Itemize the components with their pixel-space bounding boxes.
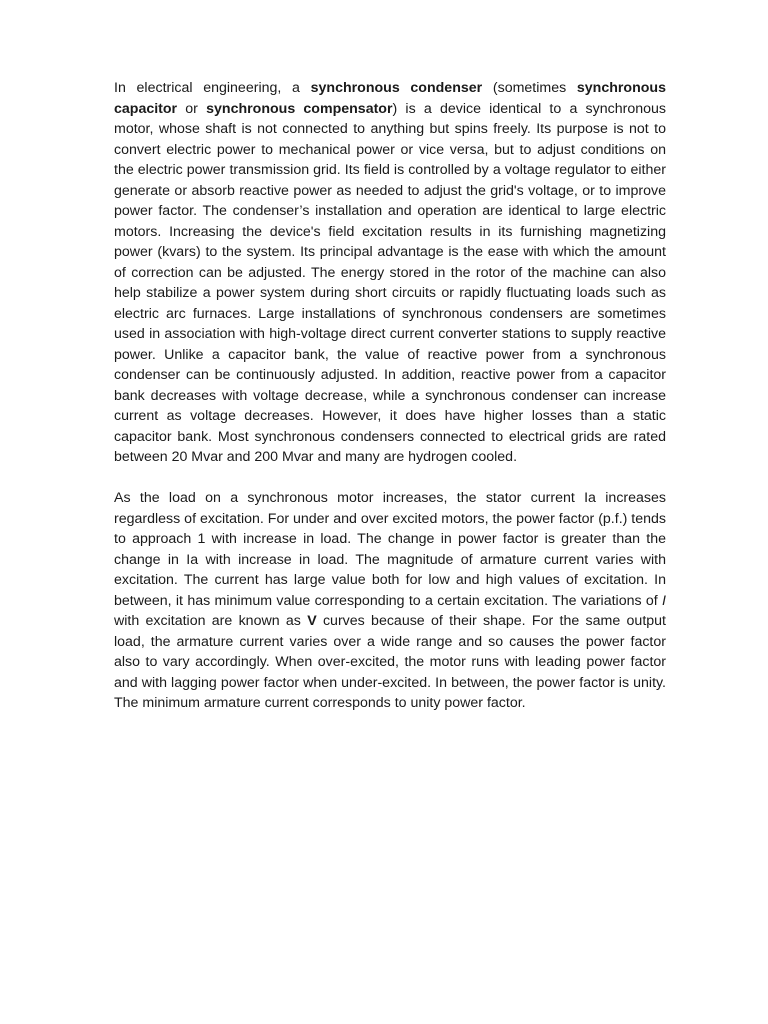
bold-term: synchronous condenser — [310, 80, 483, 96]
text-run: (sometimes — [482, 80, 577, 96]
text-run: curves because of their shape. For the same output load, the armature current varies over a wide range and so causes the power factor also to vary accordingly. When over-excited, the motor runs with leading power factor and with lagging power factor when under-excited. In between, the power factor is unity. The minimum armature current corresponds to unity power factor. — [114, 613, 666, 711]
bold-term: synchronous capacitor — [114, 80, 666, 117]
text-run: In electrical engineering, a — [114, 80, 311, 96]
document-page — [114, 78, 666, 714]
paragraph-synchronous-condenser — [114, 78, 666, 468]
italic-symbol: I — [662, 592, 666, 609]
text-run: with excitation are known as — [114, 613, 308, 629]
text-run: As the load on a synchronous motor increases, the stator current Ia increases regardless of excitation. For under and over excited motors, the power factor (p.f.) tends to approach 1 with increase in load. The change in power factor is greater than the change in Ia with increase in load. The magnitude of armature current varies with excitation. The current has large value both for low and high values of excitation. In between, it has minimum value corresponding to a certain excitation. The variations of — [114, 490, 667, 609]
text-run: ) is a device identical to a synchronous motor, whose shaft is not connected to anything but spins freely. Its purpose is not to convert electric power to mechanical power or vice versa, but to adjust conditions on the electric power transmission grid. Its field is controlled by a voltage regulator to either generate or absorb reactive power as needed to adjust the grid's voltage, or to improve power factor. The condenser’s installation and operation are identical to large electric motors. Increasing the device's field excitation results in its furnishing magnetizing power (kvars) to the system. Its principal advantage is the ease with which the amount of correction can be adjusted. The energy stored in the rotor of the machine can also help stabilize a power system during short circuits or rapidly fluctuating loads such as electric arc furnaces. Large installations of synchronous condensers are sometimes used in association with high-voltage direct current converter stations to supply reactive power. Unlike a capacitor bank, the value of reactive power from a synchronous condenser can be continuously adjusted. In addition, reactive power from a capacitor bank decreases with voltage decrease, while a synchronous condenser can increase current as voltage decreases. However, it does have higher losses than a static capacitor bank. Most synchronous condensers connected to electrical grids are rated between 20 Mvar and 200 Mvar and many are hydrogen cooled. — [114, 100, 666, 465]
text-run: or — [177, 100, 207, 117]
paragraph-v-curves — [114, 488, 666, 714]
bold-term: synchronous compensator — [206, 100, 393, 117]
bold-term: V — [307, 613, 317, 629]
